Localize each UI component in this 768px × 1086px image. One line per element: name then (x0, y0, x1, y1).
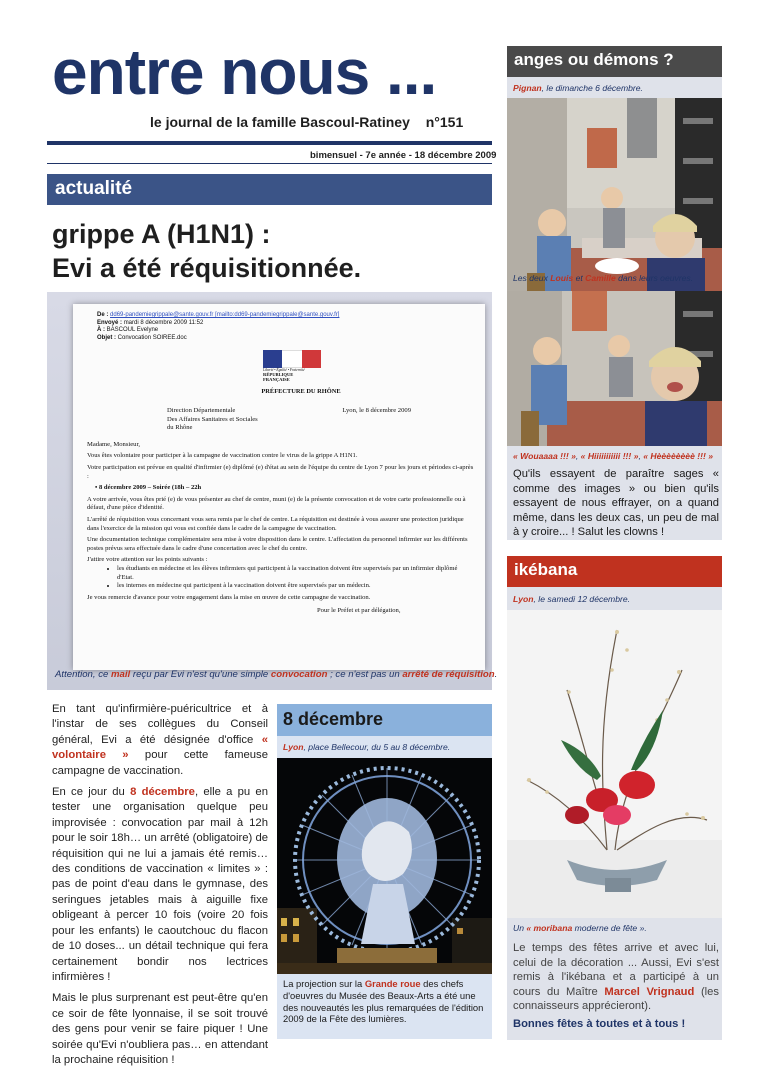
caption-highlight: mail (111, 669, 131, 680)
caption-text: reçu par Evi n'est qu'une simple (130, 669, 271, 680)
headline-line-1: grippe A (H1N1) : (52, 219, 271, 249)
city: Lyon (283, 742, 304, 752)
letter-bullet: • les étudiants en médecine et les élèves infirmiers qui participent à la vaccination doivent être supervisés par un infirmier diplômé d'Etat. (117, 565, 475, 582)
highlight: « moribana (526, 923, 573, 933)
name: Louis (550, 273, 574, 283)
anges-caption-3: « Wouaaaa !!! », « Hiiiiiiiiiii !!! », « Hèèèèèèèè !!! » (513, 451, 713, 461)
text: pour cette fameuse campagne de vaccination. (52, 749, 268, 777)
ikebana-image (507, 610, 722, 918)
letter-date: Lyon, le 8 décembre 2009 (342, 407, 411, 414)
masthead-rule (47, 141, 492, 145)
a-label: À : (97, 327, 105, 333)
section-header: actualité (47, 174, 492, 205)
text: , elle a pu en tester une organisation quelque peu improvisée : convocation par mail à 12h pour le soir 18h… un arrêté (obligatoire) de réquisition qui ne lui a jamais été remis… des conditions de vaccination « limites » : pas de point d'eau dans le gymnase, des seringues jetables mais à aiguille fixe obligeant à percer 10 fois (voire 20 fois pour les enfants) le caoutchouc du flacon de 10 doses... un détail technique qui fera certainement bondir nos lectrices infirmières ! (52, 786, 269, 983)
box-text (283, 978, 488, 1025)
text: En tant qu'infirmière-puéricultrice et à l'instar de ses collègues du Conseil général, Evi a été désignée d'office (52, 703, 268, 746)
text: des chefs d'oeuvres du Musée des Beaux-Arts a été une des nouveautés les plus remarquées de l'édition 2009 de la Fête des lumières. (283, 978, 484, 1025)
city: Pignan (513, 83, 542, 93)
a-value: BASCOUL Evelyne (106, 327, 159, 333)
french-flag-icon (263, 350, 321, 368)
letter-paragraph: Vous êtes volontaire pour participer à la campagne de vaccination contre le virus de la grippe A H1N1. (87, 452, 358, 460)
text: , le dimanche 6 décembre. (541, 83, 643, 93)
envoye-value: mardi 8 décembre 2009 11:52 (123, 319, 204, 326)
article-headline (52, 217, 492, 285)
letter-paragraph: Je vous remercie d'avance pour votre engagement dans la mise en œuvre de cette campagne de vaccination. (87, 593, 371, 601)
letter-paragraph: A votre arrivée, vous êtes prié (e) de vous présenter au chef de centre, muni (e) de la présente convocation et de votre carte professionnelle ou à défaut, d'une pièce d'identité. (87, 495, 466, 512)
text: , le samedi 12 décembre. (533, 594, 631, 604)
ferris-wheel-image (277, 758, 492, 974)
ikebana-text (513, 941, 719, 1014)
letter-paragraph: J'attire votre attention sur les points suivants : (87, 556, 208, 564)
ikebana-greeting: Bonnes fêtes à toutes et à tous ! (513, 1018, 686, 1030)
journal-subtitle (150, 114, 463, 130)
objet-label: Objet : (97, 334, 116, 341)
anges-caption-2 (513, 273, 693, 283)
article-paragraph (52, 702, 268, 779)
logo-motto: Liberté • Égalité • Fraternité (263, 368, 305, 372)
letter-paragraph: Une documentation technique complémentaire sera mise à votre disposition dans le centre. L'affectation du personnel infirmier sur les différents postes prévus sera effectuée dans le cadre d'une concertation avec le chef du centre. (87, 536, 468, 552)
text: , place Bellecour, du 5 au 8 décembre. (303, 742, 451, 752)
convocation-letter (73, 304, 485, 670)
ikebana-title: ikébana (507, 556, 722, 587)
subtitle-text: le journal de la famille Bascoul-Ratiney (150, 114, 410, 130)
children-image-2 (507, 291, 722, 446)
text: En ce jour du (52, 786, 131, 799)
email-header (97, 312, 475, 342)
city: Lyon (513, 594, 534, 604)
letter-caption (55, 669, 498, 680)
anges-title: anges ou démons ? (507, 46, 722, 77)
envoye-label: Envoyé : (97, 319, 123, 326)
anges-panel (507, 46, 722, 466)
caption-highlight: convocation (270, 669, 328, 680)
letter-paragraph: • 8 décembre 2009 – Soirée (18h – 22h (95, 484, 202, 492)
children-image-1 (507, 98, 722, 316)
direction-line-1: Direction Départementale (167, 407, 236, 414)
quote: « Hiiiiiiiiiii !!! » (580, 451, 639, 461)
objet-value: Convocation SOIREE.doc (117, 334, 187, 341)
edition-date: bimensuel - 7e année - 18 décembre 2009 (310, 150, 497, 161)
article-paragraph: Mais le plus surprenant est peut-être qu'en ce soir de fête lyonnaise, il se soit trouvé des gens pour venir se faire piquer ! Une soirée qu'Evi n'oubliera pas… en attendant la prochaine réquisition ! (52, 992, 268, 1066)
letter-paragraph: Votre participation est prévue en qualité d'infirmier (e) diplômé (e) d'état au sein de l'équipe du centre de Lyon 7 pour les jours et périodes ci-après : (87, 463, 474, 480)
anges-caption-1 (513, 83, 643, 93)
de-value: dd69-pandemiegrippale@sante.gouv.fr [mailto:dd69-pandemiegrippale@sante.gouv.fr] (110, 312, 340, 318)
de-label: De : (97, 312, 109, 318)
letter-address (87, 407, 475, 433)
text: et (573, 273, 586, 283)
text: (les connaisseurs apprécieront). (513, 985, 719, 1013)
direction-line-2: Des Affaires Sanitaires et Sociales (167, 415, 258, 423)
text: moderne de fête ». (572, 923, 647, 933)
ferris-wheel-photo (277, 758, 492, 974)
journal-title: entre nous ... (52, 36, 437, 108)
quote: « Hèèèèèèèè !!! » (643, 451, 713, 461)
ikebana-photo (507, 610, 722, 918)
issue-number: n°151 (425, 114, 464, 130)
december-8-box (277, 704, 492, 1039)
box-title: 8 décembre (277, 704, 492, 736)
highlight: « volontaire » (52, 733, 268, 762)
masthead-rule-thin (47, 163, 492, 164)
highlight: Marcel Vrignaud (604, 985, 695, 998)
headline-line-2: Evi a été réquisitionnée. (52, 253, 362, 283)
box-subtitle (283, 742, 450, 752)
caption-text: ; ce n'est pas un (327, 669, 403, 680)
letter-signature: Pour le Préfet et par délégation, (317, 607, 401, 615)
text: Un (513, 923, 527, 933)
letter-salutation: Madame, Monsieur, (87, 440, 141, 448)
ikebana-caption-1 (513, 594, 630, 604)
letter-paragraph: L'arrêté de réquisition vous concernant vous sera remis par le chef de centre. La réquisition est destinée à vous assurer une protection juridique dans l'exercice de la mission qui vous est confiée dans le cadre de la campagne de vaccination. (87, 515, 464, 532)
highlight: Grande roue (364, 978, 421, 989)
quote: « Wouaaaa !!! » (513, 451, 576, 461)
article-paragraph (52, 785, 268, 985)
name: Camille (585, 273, 616, 283)
ikebana-caption-2 (513, 923, 647, 933)
text: La projection sur la (283, 978, 365, 989)
letter-figure (47, 292, 495, 690)
caption-highlight: arrêté de réquisition (402, 669, 495, 680)
text: Les deux (513, 273, 551, 283)
article-body (52, 702, 268, 1074)
prefecture-title: PRÉFECTURE DU RHÔNE (261, 388, 341, 396)
direction-line-3: du Rhône (167, 424, 193, 432)
text: dans leurs oeuvres. (615, 273, 694, 283)
letter-bullet: • les internes en médecine qui participent à la vaccination doivent être supervisés par un médecin. (117, 582, 475, 591)
highlight: 8 décembre (130, 786, 195, 799)
logo-name: RÉPUBLIQUE FRANÇAISE (263, 372, 294, 383)
caption-text: . (494, 669, 498, 680)
caption-text: Attention, ce (55, 669, 111, 680)
children-photo-1 (507, 98, 722, 316)
republique-francaise-logo (263, 350, 321, 382)
children-photo-2 (507, 291, 722, 446)
text: Le temps des fêtes arrive et avec lui, celui de la décoration ... Aussi, Evi s'est remis à l'ikébana et a participé à un cours du Maître (513, 942, 719, 998)
anges-text: Qu'ils essayent de paraître sages « comme des images » ou bien qu'ils essayent de nous effrayer, on a quand même, dans les deux cas, un peu de mal à y croire... ! Salut les clowns ! (513, 468, 719, 539)
